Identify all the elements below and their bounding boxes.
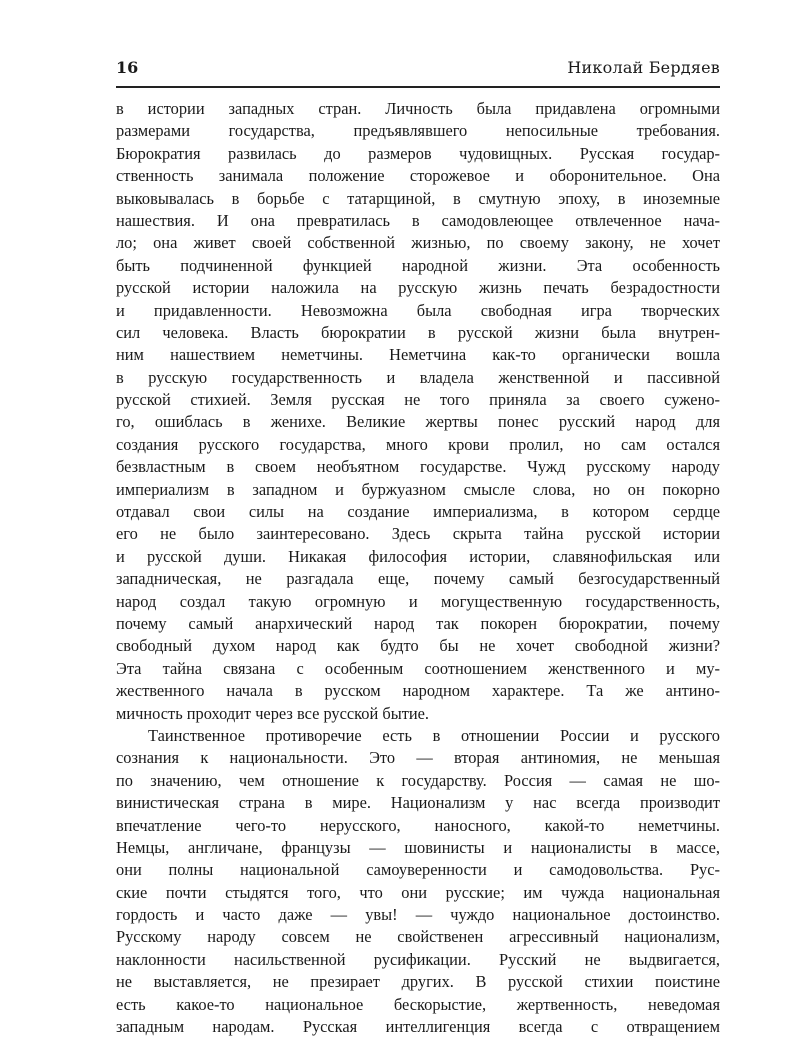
body-text (116, 98, 720, 1038)
page-number: 16 (116, 58, 139, 77)
text-line: выковывалась в борьбе с татарщиной, в смутную эпоху, в иноземные (116, 188, 720, 208)
text-line: и русской души. Никакая философия истории, славянофильская или (116, 546, 720, 566)
text-line: мичность проходит через все русской бытие. (116, 703, 430, 723)
text-line: гордость и часто даже — увы! — чуждо национальное достоинство. (116, 905, 720, 925)
text-line: быть подчиненной функцией народной жизни. Эта особенность (116, 255, 720, 275)
text-line: ственность занимала положение сторожевое и оборонительное. Она (116, 166, 720, 186)
text-line: западным народам. Русская интеллигенция всегда с отвращением (116, 1017, 720, 1037)
text-line: русской истории наложила на русскую жизнь печать безрадостности (116, 278, 720, 298)
text-line: в истории западных стран. Личность была придавлена огромными (116, 99, 720, 118)
text-line: ним нашествием неметчины. Неметчина как-то органически вошла (116, 345, 720, 365)
text-line: винистическая страна в мире. Национализм у нас всегда производит (116, 793, 720, 813)
paragraph (116, 725, 720, 1038)
text-line: наклонности насильственной русификации. Русский не выдвигается, (116, 949, 720, 969)
text-line: и придавленности. Невозможна была свободная игра творческих (116, 300, 720, 320)
text-line: русской стихией. Земля русская не того приняла за своего сужено- (116, 390, 720, 410)
text-line: Русскому народу совсем не свойственен агрессивный национализм, (116, 927, 720, 947)
text-line: свободный духом народ как будто бы не хочет свободной жизни? (116, 636, 720, 656)
text-line: впечатление чего-то нерусского, наносного, какой-то неметчины. (116, 815, 720, 835)
running-header (116, 58, 720, 86)
text-line: нашествия. И она превратилась в самодовлеющее отвлеченное нача- (116, 210, 720, 230)
text-line: го, ошиблась в женихе. Великие жертвы понес русский народ для (116, 412, 720, 432)
text-line: его не было заинтересовано. Здесь скрыта тайна русской истории (116, 524, 720, 544)
text-line: сознания к национальности. Это — вторая антиномия, не меньшая (116, 748, 720, 768)
text-line: не выставляется, не презирает других. В русской стихии поистине (116, 972, 720, 992)
text-line: западническая, не разгадала еще, почему самый безгосударственный (116, 569, 720, 589)
text-line: есть какое-то национальное бескорыстие, жертвенность, неведомая (116, 994, 720, 1014)
text-line: ские почти стыдятся того, что они русские; им чужда национальная (116, 882, 720, 902)
text-line: они полны национальной самоуверенности и самодовольства. Рус- (116, 860, 720, 880)
text-line: Таинственное противоречие есть в отношении России и русского (148, 725, 720, 745)
text-line: Эта тайна связана с особенным соотношением женственного и му- (116, 658, 720, 678)
text-line: отдавал свои силы на создание империализма, в котором сердце (116, 502, 720, 522)
header-rule (116, 86, 720, 88)
text-line: по значению, чем отношение к государству. Россия — самая не шо- (116, 770, 720, 790)
text-line: империализм в западном и буржуазном смысле слова, но он покорно (116, 479, 720, 499)
text-line: народ создал такую огромную и могущественную государственность, (116, 591, 720, 611)
text-line: Бюрократия развилась до размеров чудовищных. Русская государ- (116, 143, 720, 163)
book-page (116, 58, 720, 1038)
paragraph (116, 98, 720, 725)
text-line: Немцы, англичане, французы — шовинисты и националисты в массе, (116, 837, 720, 857)
text-line: создания русского государства, много крови пролил, но сам остался (116, 434, 720, 454)
text-line: ло; она живет своей собственной жизнью, по своему закону, не хочет (116, 233, 720, 253)
text-line: в русскую государственность и владела женственной и пассивной (116, 367, 720, 387)
text-line: почему самый анархический народ так покорен бюрократии, почему (116, 613, 720, 633)
text-line: жественного начала в русском народном характере. Та же антино- (116, 681, 720, 701)
text-line: сил человека. Власть бюрократии в русской жизни была внутрен- (116, 322, 720, 342)
text-line: безвластным в своем необъятном государстве. Чужд русскому народу (116, 457, 720, 477)
author-name: Николай Бердяев (567, 58, 720, 77)
text-line: размерами государства, предъявлявшего непосильные требования. (116, 121, 720, 141)
